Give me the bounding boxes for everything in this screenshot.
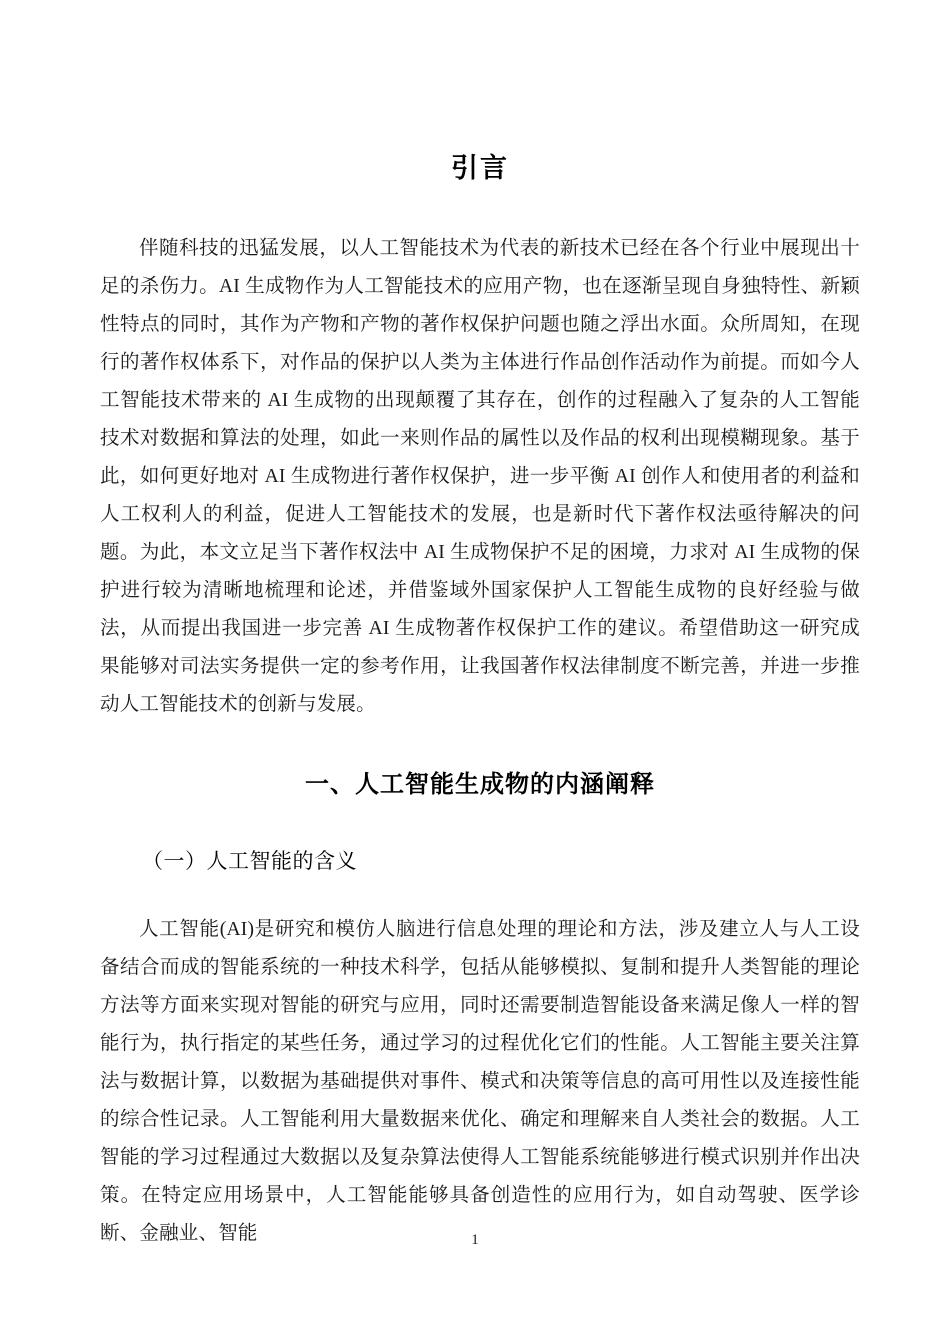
- ai-definition-paragraph: 人工智能(AI)是研究和模仿人脑进行信息处理的理论和方法，涉及建立人与人工设备结合而成的智能系统的一种技术科学，包括从能够模拟、复制和提升人类智能的理论方法等方面来实现对智能的研究与应用，同时还需要制造智能设备来满足像人一样的智能行为，执行指定的某些任务，通过学习的过程优化它们的性能。人工智能主要关注算法与数据计算，以数据为基础提供对事件、模式和决策等信息的高可用性以及连接性能的综合性记录。人工智能利用大量数据来优化、确定和理解来自人类社会的数据。人工智能的学习过程通过大数据以及复杂算法使得人工智能系统能够进行模式识别并作出决策。在特定应用场景中，人工智能能够具备创造性的应用行为，如自动驾驶、医学诊断、金融业、智能: [100, 918, 860, 1244]
- introduction-paragraph: 伴随科技的迅猛发展，以人工智能技术为代表的新技术已经在各个行业中展现出十足的杀伤力。AI 生成物作为人工智能技术的应用产物，也在逐渐呈现自身独特性、新颖性特点的同时，其作为产物和产物的著作权保护问题也随之浮出水面。众所周知，在现行的著作权体系下，对作品的保护以人类为主体进行作品创作活动作为前提。而如今人工智能技术带来的 AI 生成物的出现颠覆了其存在，创作的过程融入了复杂的人工智能技术对数据和算法的处理，如此一来则作品的属性以及作品的权利出现模糊现象。基于此，如何更好地对 AI 生成物进行著作权保护，进一步平衡 AI 创作人和使用者的利益和人工权利人的利益，促进人工智能技术的发展，也是新时代下著作权法亟待解决的问题。为此，本文立足当下著作权法中 AI 生成物保护不足的困境，力求对 AI 生成物的保护进行较为清晰地梳理和论述，并借鉴域外国家保护人工智能生成物的良好经验与做法，从而提出我国进一步完善 AI 生成物著作权保护工作的建议。希望借助这一研究成果能够对司法实务提供一定的参考作用，让我国著作权法律制度不断完善，并进一步推动人工智能技术的创新与发展。: [100, 237, 860, 715]
- section-heading-1: 一、人工智能生成物的内涵阐释: [305, 769, 655, 798]
- document-content-column: [100, 0, 860, 1253]
- subsection-heading-1-1: （一）人工智能的含义: [142, 849, 357, 874]
- page-number-footer: 1: [471, 1232, 479, 1248]
- page-title: 引言: [451, 153, 509, 184]
